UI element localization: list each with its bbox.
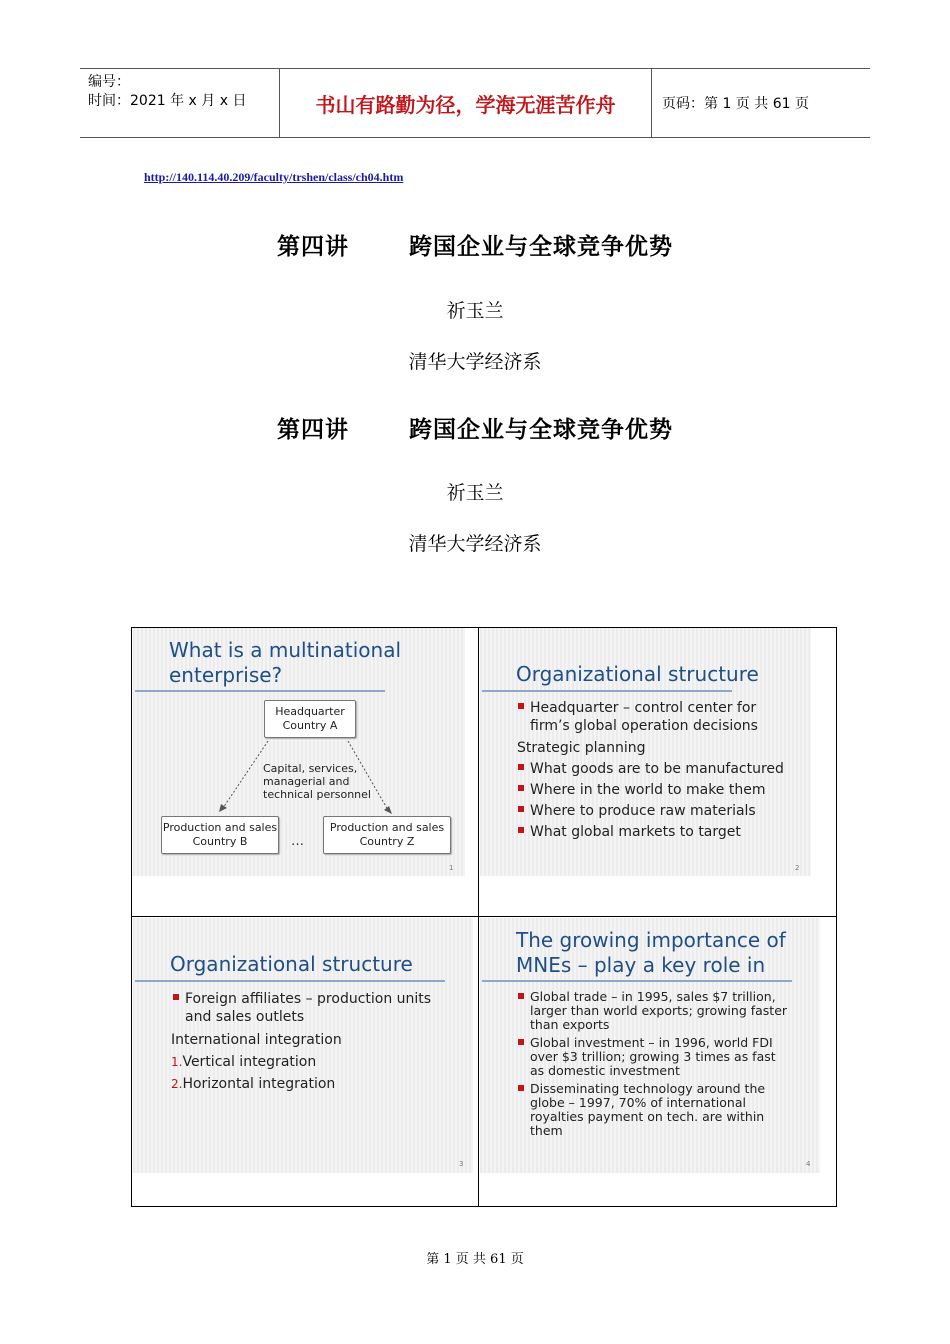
slide-4-bullet-1 bbox=[518, 990, 787, 1032]
slide-1-title-line2: enterprise? bbox=[169, 663, 283, 687]
bullet-square-icon bbox=[518, 827, 524, 833]
number-label: 编号： bbox=[88, 74, 130, 90]
lecture-title bbox=[0, 228, 950, 261]
bullet-1-line1: Foreign affiliates – production units bbox=[185, 991, 432, 1007]
item-2-text: Horizontal integration bbox=[182, 1076, 336, 1092]
country-b-label: Production and sales bbox=[162, 821, 278, 834]
flow-label bbox=[263, 762, 371, 801]
lecture-topic: 跨国企业与全球竞争优势 bbox=[409, 417, 673, 443]
bullet-1-line2: and sales outlets bbox=[185, 1009, 305, 1025]
header-meta bbox=[80, 69, 280, 137]
slide-4-title-line2: MNEs – play a key role in bbox=[516, 953, 766, 977]
slide-4-rule bbox=[482, 980, 792, 982]
bullet-square-icon bbox=[518, 806, 524, 812]
slide-3-rule bbox=[135, 980, 445, 982]
slide-2-bullet-5 bbox=[518, 823, 741, 841]
b1-line2: larger than world exports; growing faster bbox=[530, 1003, 788, 1018]
b3-line1: Disseminating technology around the bbox=[530, 1081, 766, 1096]
b3-line3: royalties payment on tech. are within bbox=[530, 1109, 765, 1124]
slide-2 bbox=[480, 628, 811, 876]
author-name-repeat: 祈玉兰 bbox=[446, 482, 504, 504]
country-b-box bbox=[161, 816, 279, 854]
slide-2-rule bbox=[482, 690, 732, 692]
lecture-number: 第四讲 bbox=[277, 234, 349, 260]
bullet-2-text: What goods are to be manufactured bbox=[530, 761, 784, 777]
lecture-number: 第四讲 bbox=[277, 417, 349, 443]
bullet-square-icon bbox=[518, 1039, 524, 1045]
slide-2-number: 2 bbox=[795, 864, 800, 872]
arrow-to-b bbox=[223, 741, 268, 808]
country-b-name: Country B bbox=[192, 835, 248, 848]
bullet-1-line2: firm’s global operation decisions bbox=[530, 718, 758, 734]
b3-line4: them bbox=[530, 1123, 563, 1138]
bullet-3-text: Where in the world to make them bbox=[530, 782, 766, 798]
ellipsis: … bbox=[291, 834, 304, 849]
author-name: 祈玉兰 bbox=[446, 300, 504, 322]
slide-2-bullet-4 bbox=[518, 802, 756, 820]
source-link[interactable]: http://140.114.40.209/faculty/trshen/class/ch04.htm bbox=[144, 170, 404, 184]
arrowhead-z bbox=[384, 806, 392, 814]
slide-3-bullet-1 bbox=[173, 990, 431, 1026]
slide-1-title-line1: What is a multinational bbox=[169, 638, 402, 662]
slide-4-title bbox=[516, 928, 786, 978]
lecture-title-repeat bbox=[0, 411, 950, 444]
country-z-label: Production and sales bbox=[329, 821, 445, 834]
bullet-5-text: What global markets to target bbox=[530, 824, 741, 840]
slide-1 bbox=[133, 628, 465, 876]
slide-4 bbox=[480, 918, 820, 1173]
slide-4-bullet-2 bbox=[518, 1036, 776, 1078]
grid-border-bottom bbox=[131, 1206, 837, 1207]
item-1-text: Vertical integration bbox=[182, 1054, 317, 1070]
date-label: 时间：2021 年 x 月 x 日 bbox=[88, 93, 247, 109]
bullet-1-line1: Headquarter – control center for bbox=[530, 700, 757, 716]
bullet-square-icon bbox=[518, 993, 524, 999]
page-footer: 第 1 页 共 61 页 bbox=[426, 1252, 524, 1267]
slide-3-number: 3 bbox=[459, 1160, 464, 1168]
b2-line2: over $3 trillion; growing 3 times as fast bbox=[530, 1049, 776, 1064]
flow-line3: technical personnel bbox=[263, 788, 371, 801]
slide-2-bullet-2 bbox=[518, 760, 784, 778]
slide-4-title-line1: The growing importance of bbox=[516, 928, 786, 952]
header-page-label: 页码：第 1 页 共 61 页 bbox=[662, 96, 809, 112]
grid-divider-horizontal bbox=[131, 916, 837, 917]
lecture-topic: 跨国企业与全球竞争优势 bbox=[409, 234, 673, 260]
grid-border-left bbox=[131, 627, 132, 1207]
country-z-box bbox=[323, 816, 451, 854]
bullet-square-icon bbox=[518, 1085, 524, 1091]
hq-label: Headquarter bbox=[275, 705, 345, 718]
b2-line3: as domestic investment bbox=[530, 1063, 680, 1078]
flow-line2: managerial and bbox=[263, 775, 350, 788]
slide-3-subhead: International integration bbox=[171, 1032, 342, 1048]
item-2-number: 2. bbox=[171, 1077, 183, 1091]
bullet-4-text: Where to produce raw materials bbox=[530, 803, 756, 819]
author-affiliation-repeat: 清华大学经济系 bbox=[408, 533, 542, 555]
bullet-square-icon bbox=[518, 785, 524, 791]
bullet-square-icon bbox=[173, 994, 179, 1000]
slide-3-title: Organizational structure bbox=[170, 952, 413, 976]
slide-2-title: Organizational structure bbox=[516, 662, 759, 686]
slide-2-bullet-1 bbox=[518, 699, 758, 735]
slide-2-subhead: Strategic planning bbox=[517, 740, 646, 756]
slides-grid bbox=[131, 627, 837, 1207]
slide-3-item-1 bbox=[171, 1053, 316, 1071]
arrowhead-b bbox=[219, 804, 227, 812]
country-z-name: Country Z bbox=[359, 835, 415, 848]
header-motto: 书山有路勤为径，学海无涯苦作舟 bbox=[280, 69, 652, 137]
bullet-square-icon bbox=[518, 764, 524, 770]
slide-3-item-2 bbox=[171, 1075, 335, 1093]
bullet-square-icon bbox=[518, 703, 524, 709]
b2-line1: Global investment – in 1996, world FDI bbox=[530, 1035, 773, 1050]
slide-1-number: 1 bbox=[449, 864, 454, 872]
b1-line1: Global trade – in 1995, sales $7 trillion, bbox=[530, 989, 776, 1004]
flow-line1: Capital, services, bbox=[263, 762, 358, 775]
item-1-number: 1. bbox=[171, 1055, 183, 1069]
slide-4-bullet-3 bbox=[518, 1082, 765, 1138]
author-affiliation: 清华大学经济系 bbox=[408, 351, 542, 373]
slide-2-bullet-3 bbox=[518, 781, 765, 799]
slide-4-number: 4 bbox=[806, 1160, 811, 1168]
b3-line2: globe – 1997, 70% of international bbox=[530, 1095, 746, 1110]
hq-country: Country A bbox=[282, 719, 338, 732]
b1-line3: than exports bbox=[530, 1017, 610, 1032]
page-header bbox=[80, 68, 870, 138]
slide-3 bbox=[133, 918, 473, 1173]
grid-divider-vertical bbox=[478, 627, 479, 1207]
grid-border-right bbox=[836, 627, 837, 1207]
